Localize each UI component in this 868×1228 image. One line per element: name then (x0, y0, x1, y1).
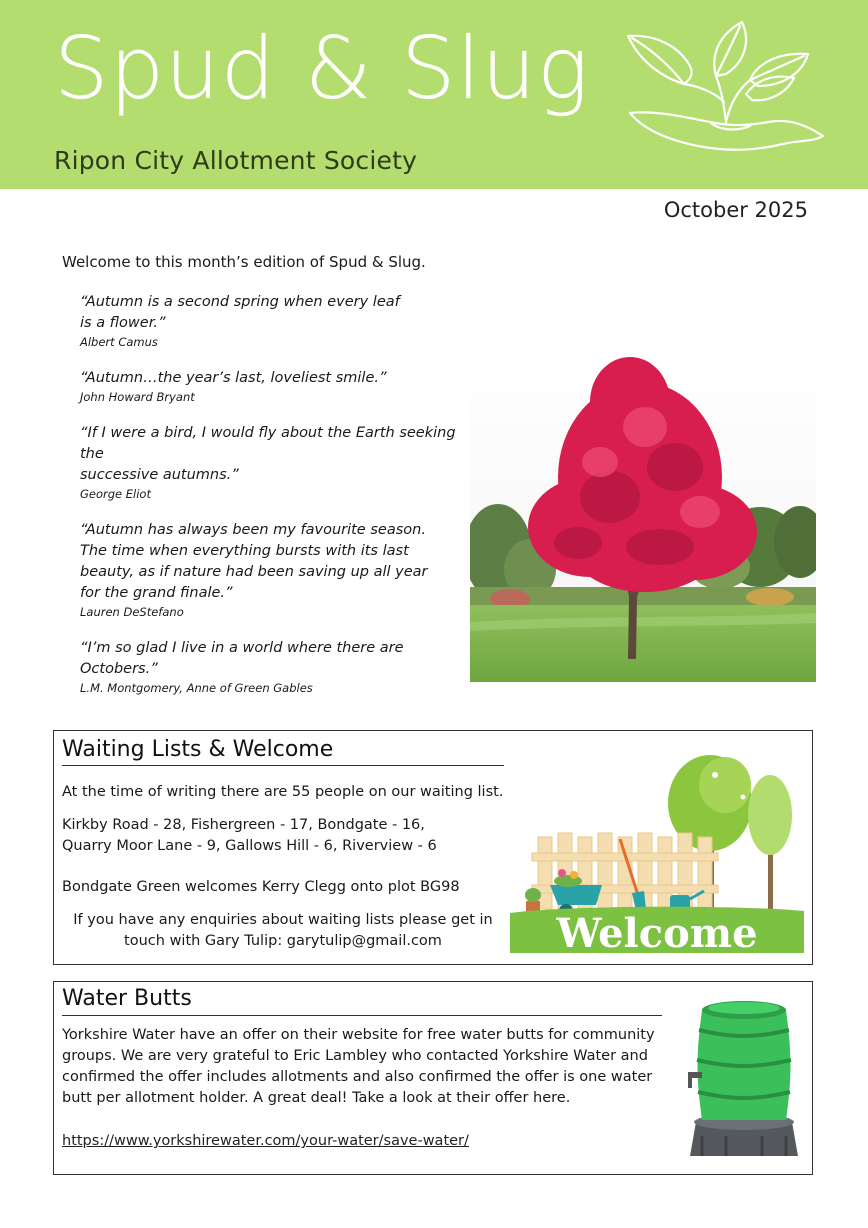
garden-welcome-illustration (510, 745, 804, 953)
site-counts-line: Quarry Moor Lane - 9, Gallows Hill - 6, Riverview - 6 (62, 838, 437, 854)
masthead (0, 0, 868, 189)
quote-text: “Autumn…the year’s last, loveliest smile.” (80, 370, 387, 386)
yorkshire-water-link[interactable]: https://www.yorkshirewater.com/your-water/save-water/ (62, 1133, 469, 1149)
quote (80, 423, 480, 502)
quote (80, 292, 480, 350)
quote (80, 638, 480, 696)
quote (80, 368, 480, 405)
quote (80, 520, 480, 620)
issue-date: October 2025 (663, 198, 808, 222)
welcome-banner-text: Welcome (556, 910, 758, 953)
section-heading: Water Butts (62, 986, 192, 1011)
quote-author: Albert Camus (80, 335, 158, 349)
section-heading: Waiting Lists & Welcome (62, 737, 334, 762)
quote-text: “I’m so glad I live in a world where there are Octobers.” (80, 640, 404, 677)
quote-author: John Howard Bryant (80, 390, 195, 404)
quote-author: L.M. Montgomery, Anne of Green Gables (80, 681, 313, 695)
quote-author: George Eliot (80, 487, 151, 501)
quote-text: “Autumn has always been my favourite season. The time when everything bursts with its last beauty, as if nature had been saving up all year for the grand finale.” (80, 522, 428, 601)
enquiry-text: touch with Gary Tulip: garytulip@gmail.com (124, 933, 442, 949)
quote-text: “Autumn is a second spring when every leaf is a flower.” (80, 294, 400, 331)
water-butts-body: Yorkshire Water have an offer on their website for free water butts for community groups. We are very grateful to Eric Lambley who contacted Yorkshire Water and confirmed the offer includes allotments and also confirmed the offer is one water butt per allotment holder. A great deal! Take a look at their offer here. (62, 1027, 655, 1106)
welcome-note: Bondgate Green welcomes Kerry Clegg onto plot BG98 (62, 879, 460, 895)
water-butt-illustration (682, 996, 806, 1166)
intro-text: Welcome to this month’s edition of Spud & Slug. (62, 253, 426, 271)
enquiry-text: If you have any enquiries about waiting lists please get in (73, 912, 493, 928)
newsletter-title: Spud & Slug (54, 19, 590, 119)
heading-rule (62, 765, 504, 766)
site-counts-line: Kirkby Road - 28, Fishergreen - 17, Bondgate - 16, (62, 817, 425, 833)
society-name: Ripon City Allotment Society (54, 146, 418, 175)
waiting-count-text: At the time of writing there are 55 people on our waiting list. (62, 784, 504, 800)
heading-rule (62, 1015, 662, 1016)
waiting-lists-section (53, 730, 813, 965)
autumn-tree-photo (470, 347, 816, 682)
quote-author: Lauren DeStefano (80, 605, 184, 619)
hand-holding-seedling-icon (618, 18, 828, 168)
water-butts-section (53, 981, 813, 1175)
quotes-list (80, 292, 480, 714)
quote-text: “If I were a bird, I would fly about the Earth seeking the successive autumns.” (80, 425, 456, 483)
